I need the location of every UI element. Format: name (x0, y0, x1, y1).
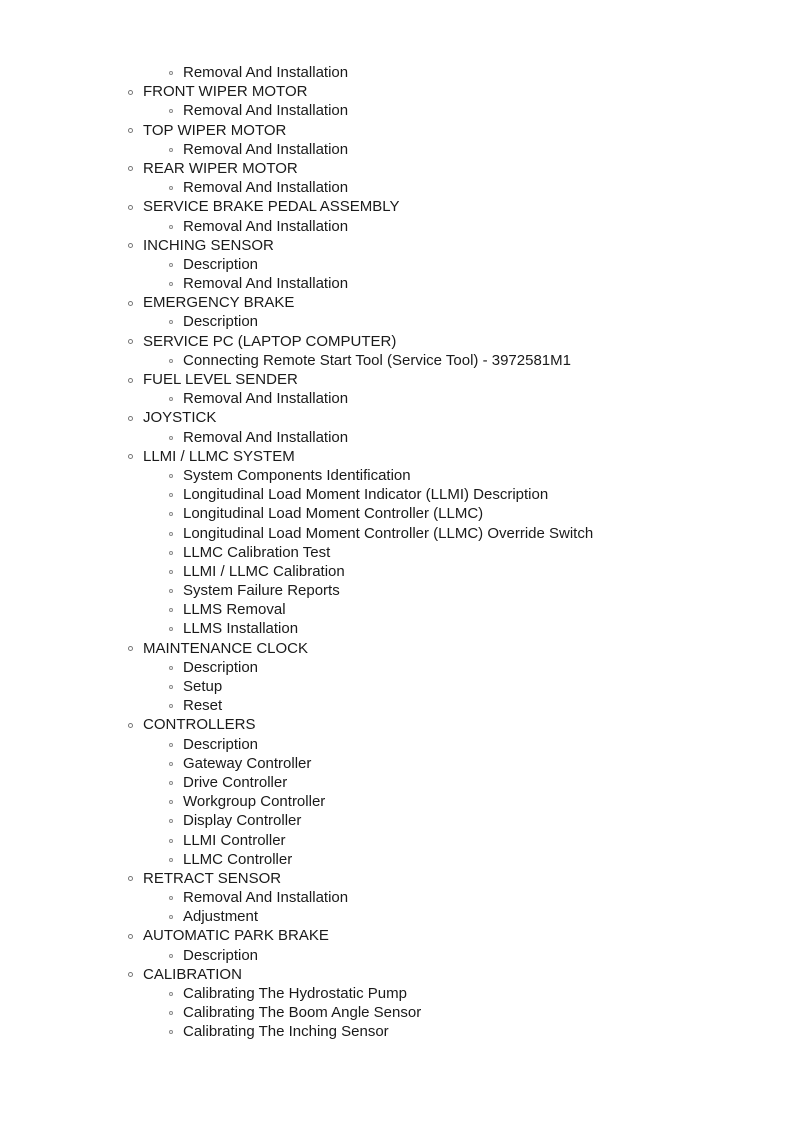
circle-bullet-icon (169, 282, 173, 286)
toc-section-item[interactable] (0, 236, 794, 255)
circle-bullet-icon (169, 800, 173, 804)
toc-item-label: CALIBRATION (143, 965, 242, 983)
toc-subsection-item[interactable] (0, 984, 794, 1003)
toc-subsection-item[interactable] (0, 255, 794, 274)
toc-item-label: Description (183, 735, 259, 753)
toc-subsection-item[interactable] (0, 907, 794, 926)
toc-subsection-item[interactable] (0, 1022, 794, 1041)
toc-item-label: LLMS Installation (183, 620, 299, 638)
toc-item-label: Longitudinal Load Moment Indicator (LLMI) Description (183, 486, 549, 504)
circle-bullet-icon (128, 972, 133, 977)
toc-item-label: Description (183, 255, 259, 273)
toc-subsection-item[interactable] (0, 831, 794, 850)
toc-subsection-item[interactable] (0, 351, 794, 370)
circle-bullet-icon (169, 493, 173, 497)
toc-item-label: Workgroup Controller (183, 793, 326, 811)
toc-item-label: RETRACT SENSOR (143, 869, 282, 887)
toc-item-label: LLMC Controller (183, 850, 293, 868)
toc-subsection-item[interactable] (0, 773, 794, 792)
toc-section-item[interactable] (0, 293, 794, 312)
toc-subsection-item[interactable] (0, 735, 794, 754)
toc-section-item[interactable] (0, 926, 794, 945)
table-of-contents (0, 63, 794, 1042)
toc-item-label: LLMC Calibration Test (183, 543, 331, 561)
toc-item-label: Description (183, 313, 259, 331)
toc-item-label: LLMI Controller (183, 831, 286, 849)
toc-section-item[interactable] (0, 370, 794, 389)
toc-item-label: Longitudinal Load Moment Controller (LLMC) (183, 505, 484, 523)
toc-item-label: System Failure Reports (183, 582, 340, 600)
circle-bullet-icon (128, 339, 133, 344)
toc-section-item[interactable] (0, 197, 794, 216)
circle-bullet-icon (169, 915, 173, 919)
toc-section-item[interactable] (0, 447, 794, 466)
toc-subsection-item[interactable] (0, 63, 794, 82)
circle-bullet-icon (169, 109, 173, 113)
toc-section-item[interactable] (0, 332, 794, 351)
toc-section-item[interactable] (0, 869, 794, 888)
circle-bullet-icon (169, 532, 173, 536)
toc-item-label: Calibrating The Hydrostatic Pump (183, 985, 407, 1002)
circle-bullet-icon (128, 166, 133, 171)
toc-item-label: TOP WIPER MOTOR (143, 121, 287, 139)
toc-section-item[interactable] (0, 965, 794, 984)
circle-bullet-icon (128, 128, 133, 133)
toc-subsection-item[interactable] (0, 389, 794, 408)
toc-item-label: FUEL LEVEL SENDER (143, 371, 298, 388)
circle-bullet-icon (169, 685, 173, 689)
circle-bullet-icon (169, 896, 173, 900)
circle-bullet-icon (169, 1030, 173, 1034)
toc-item-label: Removal And Installation (183, 179, 349, 197)
circle-bullet-icon (169, 551, 173, 555)
circle-bullet-icon (169, 71, 173, 75)
circle-bullet-icon (128, 723, 133, 728)
toc-item-label: Removal And Installation (183, 889, 349, 907)
toc-subsection-item[interactable] (0, 140, 794, 159)
toc-item-label: FRONT WIPER MOTOR (143, 83, 308, 101)
toc-item-label: Display Controller (183, 812, 302, 830)
toc-section-item[interactable] (0, 639, 794, 658)
toc-item-label: EMERGENCY BRAKE (143, 294, 295, 312)
circle-bullet-icon (128, 454, 133, 459)
circle-bullet-icon (128, 876, 133, 881)
circle-bullet-icon (169, 992, 173, 996)
circle-bullet-icon (128, 416, 133, 421)
toc-subsection-item[interactable] (0, 562, 794, 581)
toc-item-label: Removal And Installation (183, 102, 349, 120)
circle-bullet-icon (169, 858, 173, 862)
toc-subsection-item[interactable] (0, 428, 794, 447)
toc-item-label: JOYSTICK (143, 409, 217, 427)
toc-subsection-item[interactable] (0, 792, 794, 811)
toc-item-label: Description (183, 946, 259, 964)
circle-bullet-icon (169, 512, 173, 516)
toc-item-label: LLMI / LLMC Calibration (183, 562, 345, 580)
toc-item-label: Calibrating The Inching Sensor (183, 1023, 389, 1041)
circle-bullet-icon (169, 570, 173, 574)
toc-item-label: REAR WIPER MOTOR (143, 159, 298, 177)
circle-bullet-icon (169, 148, 173, 152)
circle-bullet-icon (169, 186, 173, 190)
toc-subsection-item[interactable] (0, 485, 794, 504)
circle-bullet-icon (169, 225, 173, 229)
toc-subsection-item[interactable] (0, 754, 794, 773)
toc-subsection-item[interactable] (0, 504, 794, 523)
circle-bullet-icon (128, 934, 133, 939)
circle-bullet-icon (169, 743, 173, 747)
toc-subsection-item[interactable] (0, 696, 794, 715)
circle-bullet-icon (169, 704, 173, 708)
toc-subsection-item[interactable] (0, 658, 794, 677)
circle-bullet-icon (169, 666, 173, 670)
toc-item-label: Setup (183, 678, 223, 695)
toc-item-label: Connecting Remote Start Tool (Service Tool) - 3972581M1 (183, 351, 571, 369)
circle-bullet-icon (128, 205, 133, 210)
toc-item-label: INCHING SENSOR (143, 236, 274, 254)
toc-item-label: Removal And Installation (183, 390, 349, 408)
toc-subsection-item[interactable] (0, 600, 794, 619)
circle-bullet-icon (169, 781, 173, 785)
circle-bullet-icon (169, 263, 173, 267)
toc-item-label: Description (183, 658, 259, 676)
toc-item-label: SERVICE PC (LAPTOP COMPUTER) (143, 332, 397, 350)
circle-bullet-icon (169, 627, 173, 631)
toc-item-label: Removal And Installation (183, 275, 349, 293)
circle-bullet-icon (169, 589, 173, 593)
toc-subsection-item[interactable] (0, 888, 794, 907)
circle-bullet-icon (169, 954, 173, 958)
circle-bullet-icon (128, 243, 133, 248)
circle-bullet-icon (128, 646, 133, 651)
circle-bullet-icon (169, 1011, 173, 1015)
toc-subsection-item[interactable] (0, 274, 794, 293)
toc-section-item[interactable] (0, 408, 794, 427)
toc-subsection-item[interactable] (0, 466, 794, 485)
circle-bullet-icon (169, 762, 173, 766)
toc-subsection-item[interactable] (0, 850, 794, 869)
toc-item-label: Removal And Installation (183, 64, 349, 81)
toc-subsection-item[interactable] (0, 811, 794, 830)
toc-section-item[interactable] (0, 159, 794, 178)
toc-subsection-item[interactable] (0, 581, 794, 600)
toc-item-label: MAINTENANCE CLOCK (143, 639, 309, 657)
toc-item-label: AUTOMATIC PARK BRAKE (143, 927, 329, 945)
toc-item-label: Removal And Installation (183, 217, 349, 235)
toc-item-label: Removal And Installation (183, 140, 349, 158)
circle-bullet-icon (128, 301, 133, 306)
toc-subsection-item[interactable] (0, 312, 794, 331)
toc-section-item[interactable] (0, 715, 794, 734)
toc-item-label: Calibrating The Boom Angle Sensor (183, 1004, 422, 1022)
toc-subsection-item[interactable] (0, 217, 794, 236)
toc-subsection-item[interactable] (0, 677, 794, 696)
toc-subsection-item[interactable] (0, 524, 794, 543)
circle-bullet-icon (169, 474, 173, 478)
toc-subsection-item[interactable] (0, 101, 794, 120)
circle-bullet-icon (169, 819, 173, 823)
toc-item-label: LLMS Removal (183, 601, 286, 619)
toc-subsection-item[interactable] (0, 178, 794, 197)
circle-bullet-icon (169, 839, 173, 843)
toc-item-label: CONTROLLERS (143, 716, 256, 734)
toc-subsection-item[interactable] (0, 619, 794, 638)
toc-item-label: Removal And Installation (183, 428, 349, 446)
toc-subsection-item[interactable] (0, 1003, 794, 1022)
toc-section-item[interactable] (0, 82, 794, 101)
circle-bullet-icon (128, 378, 133, 383)
toc-item-label: Drive Controller (183, 773, 288, 791)
toc-item-label: Reset (183, 697, 223, 715)
circle-bullet-icon (169, 436, 173, 440)
toc-subsection-item[interactable] (0, 946, 794, 965)
circle-bullet-icon (128, 90, 133, 95)
toc-subsection-item[interactable] (0, 543, 794, 562)
toc-item-label: SERVICE BRAKE PEDAL ASSEMBLY (143, 198, 400, 216)
toc-item-label: System Components Identification (183, 466, 411, 484)
toc-item-label: LLMI / LLMC SYSTEM (143, 447, 295, 465)
circle-bullet-icon (169, 397, 173, 401)
circle-bullet-icon (169, 359, 173, 363)
circle-bullet-icon (169, 320, 173, 324)
toc-item-label: Longitudinal Load Moment Controller (LLMC) Override Switch (183, 524, 594, 542)
toc-item-label: Adjustment (183, 908, 259, 926)
circle-bullet-icon (169, 608, 173, 612)
toc-section-item[interactable] (0, 121, 794, 140)
toc-item-label: Gateway Controller (183, 754, 312, 772)
